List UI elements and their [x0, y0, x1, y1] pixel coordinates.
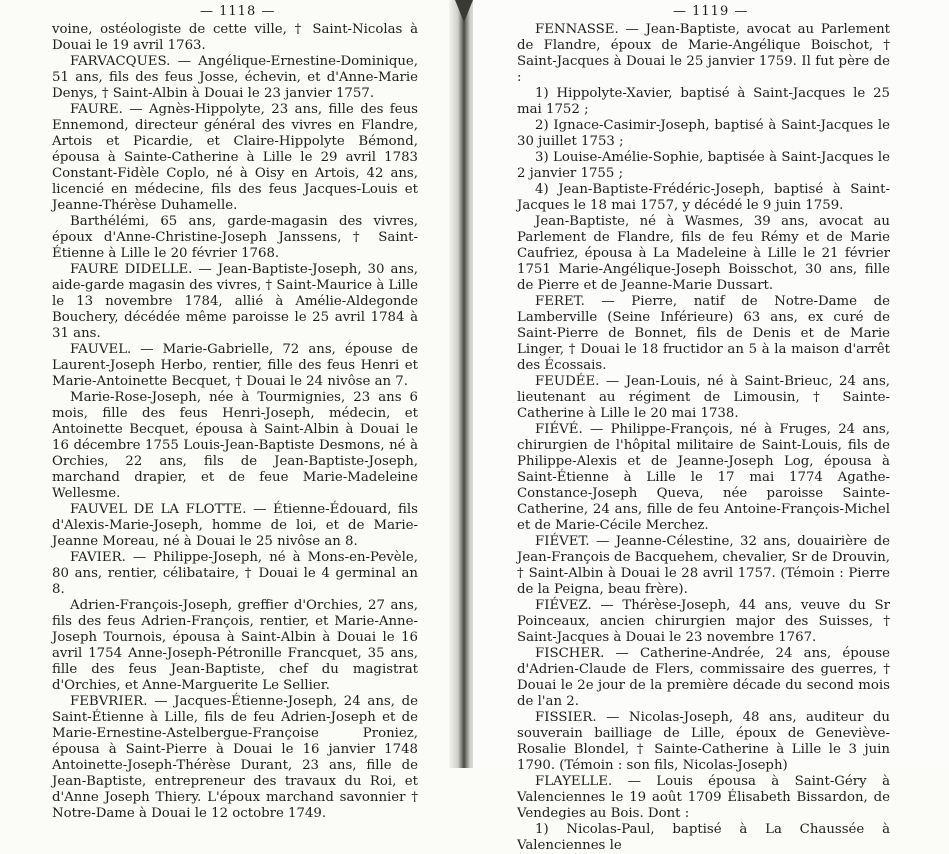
right-paragraph-2: 1) Hippolyte-Xavier, baptisé à Saint-Jacques le 25 mai 1752 ;: [517, 86, 890, 117]
right-paragraph-6: Jean-Baptiste, né à Wasmes, 39 ans, avocat au Parlement de Flandre, fils de feu Rémy et de Marie Caufriez, épousa à La Madeleine à Lille le 21 février 1751 Marie-Angélique-Joseph Boisschot, 30 ans, fille de Pierre et de Jeanne-Marie Dussart.: [517, 214, 890, 293]
right-paragraph-14: FLAYELLE. — Louis épousa à Saint-Géry à Valenciennes le 19 août 1709 Élisabeth Bissardon, de Vendegies au Bois. Dont :: [517, 774, 890, 821]
right-paragraph-15: 1) Nicolas-Paul, baptisé à La Chaussée à Valenciennes le: [517, 822, 890, 853]
left-paragraph-8: FAUVEL DE LA FLOTTE. — Étienne-Édouard, fils d'Alexis-Marie-Joseph, homme de loi, et de Marie-Jeanne Moreau, né à Douai le 25 nivôse an 8.: [52, 502, 418, 549]
right-paragraph-13: FISSIER. — Nicolas-Joseph, 48 ans, auditeur du souverain bailliage de Lille, époux de Geneviève-Rosalie Blondel, † Sainte-Catherine à Lille le 3 juin 1790. (Témoin : son fils, Nicolas-Joseph): [517, 710, 890, 773]
left-paragraph-6: FAUVEL. — Marie-Gabrielle, 72 ans, épouse de Laurent-Joseph Herbo, rentier, fille des feus Henri et Marie-Antoinette Becquet, † Douai le 24 nivôse an 7.: [52, 342, 418, 389]
left-paragraph-5: FAURE DIDELLE. — Jean-Baptiste-Joseph, 30 ans, aide-garde magasin des vivres, † Saint-Maurice à Lille le 13 novembre 1784, allié à Amélie-Aldegonde Bouchery, décédée même paroisse le 25 avril 1784 à 31 ans.: [52, 262, 418, 341]
left-paragraph-3: FAURE. — Agnès-Hippolyte, 23 ans, fille des feus Ennemond, directeur général des vivres en Flandre, Artois et Picardie, et Claire-Hippolyte Bémond, épousa à Sainte-Catherine à Lille le 29 avril 1783 Constant-Fidèle Coplo, né à Oisy en Artois, 42 ans, licencié en médecine, fils des feus Jacques-Louis et Jeanne-Thérèse Duhamelle.: [52, 102, 418, 213]
left-paragraph-7: Marie-Rose-Joseph, née à Tourmignies, 23 ans 6 mois, fille des feus Henri-Joseph, médecin, et Antoinette Becquet, épousa à Saint-Albin à Douai le 16 décembre 1755 Louis-Jean-Baptiste Desmons, né à Orchies, 22 ans, fils de Jean-Baptiste-Joseph, marchand drapier, et de feue Marie-Madeleine Wellesme.: [52, 390, 418, 501]
right-paragraph-5: 4) Jean-Baptiste-Frédéric-Joseph, baptisé à Saint-Jacques le 18 mai 1757, y décédé le 9 juin 1759.: [517, 182, 890, 213]
left-paragraph-1: voine, ostéologiste de cette ville, † Saint-Nicolas à Douai le 19 avril 1763.: [52, 22, 418, 53]
right-paragraph-8: FEUDÉE. — Jean-Louis, né à Saint-Brieuc, 24 ans, lieutenant au régiment de Limousin, † Sainte-Catherine à Lille le 20 mai 1738.: [517, 374, 890, 421]
page-number-left: — 1118 —: [200, 4, 276, 19]
right-paragraph-10: FIÉVET. — Jeanne-Célestine, 32 ans, douairière de Jean-François de Bacquehem, chevalier, Sr de Drouvin, † Saint-Albin à Douai le 28 avril 1757. (Témoin : Pierre de la Peigna, beau frère).: [517, 534, 890, 597]
left-paragraph-10: Adrien-François-Joseph, greffier d'Orchies, 27 ans, fils des feus Adrien-François, rentier, et Marie-Anne-Joseph Tournois, épousa à Saint-Albin à Douai le 16 avril 1754 Anne-Joseph-Pétronille Francquet, 35 ans, fille des feus Jean-Baptiste, chef du magistrat d'Orchies, et Anne-Marguerite Le Sellier.: [52, 598, 418, 693]
right-paragraph-3: 2) Ignace-Casimir-Joseph, baptisé à Saint-Jacques le 30 juillet 1753 ;: [517, 118, 890, 149]
right-paragraph-11: FIÉVEZ. — Thérèse-Joseph, 44 ans, veuve du Sr Poinceaux, ancien chirurgien major des Suisses, † Saint-Jacques à Douai le 23 novembre 1767.: [517, 598, 890, 645]
left-page: [0, 0, 456, 821]
right-page: [473, 0, 949, 853]
left-paragraph-9: FAVIER. — Philippe-Joseph, né à Mons-en-Pevèle, 80 ans, rentier, célibataire, † Douai le 4 germinal an 8.: [52, 550, 418, 597]
right-paragraph-9: FIÉVÉ. — Philippe-François, né à Fruges, 24 ans, chirurgien de l'hôpital militaire de Saint-Louis, fils de Philippe-Alexis et de Jeanne-Joseph Log, épousa à Saint-Étienne à Lille le 17 mai 1774 Agathe-Constance-Joseph Queva, née paroisse Sainte-Catherine, 24 ans, fille de feu Antoine-François-Michel et de Marie-Cécile Merchez.: [517, 422, 890, 533]
left-page-text: [52, 22, 418, 822]
right-page-text: [517, 22, 890, 854]
left-paragraph-11: FEBVRIER. — Jacques-Étienne-Joseph, 24 ans, de Saint-Étienne à Lille, fils de feu Adrien-Joseph et de Marie-Ernestine-Astelbergue-Françoise Proniez, épousa à Saint-Pierre à Douai le 16 janvier 1748 Antoinette-Joseph-Thérèse Durant, 23 ans, fille de Jean-Baptiste, entrepreneur des travaux du Roi, et d'Anne Joseph Thiery. L'époux marchand savonnier † Notre-Dame à Douai le 12 octobre 1749.: [52, 694, 418, 821]
right-paragraph-7: FERET. — Pierre, natif de Notre-Dame de Lamberville (Seine Inférieure) 63 ans, ex curé de Saint-Pierre de Bonnet, fils de Denis et de Marie Linger, † Douai le 18 fructidor an 5 à la maison d'arrêt des Écossais.: [517, 294, 890, 373]
left-paragraph-4: Barthélémi, 65 ans, garde-magasin des vivres, époux d'Anne-Christine-Joseph Janssens, † Saint-Étienne à Lille le 20 février 1768.: [52, 214, 418, 261]
right-paragraph-12: FISCHER. — Catherine-Andrée, 24 ans, épouse d'Adrien-Claude de Flers, commissaire des guerres, † Douai le 2e jour de la première décade du second mois de l'an 2.: [517, 646, 890, 709]
page-number-right: — 1119 —: [673, 4, 749, 19]
left-paragraph-2: FARVACQUES. — Angélique-Ernestine-Dominique, 51 ans, fils des feus Josse, échevin, et d'Anne-Marie Denys, † Saint-Albin à Douai le 23 janvier 1757.: [52, 54, 418, 101]
right-paragraph-4: 3) Louise-Amélie-Sophie, baptisée à Saint-Jacques le 2 janvier 1755 ;: [517, 150, 890, 181]
right-paragraph-1: FENNASSE. — Jean-Baptiste, avocat au Parlement de Flandre, époux de Marie-Angélique Boischot, † Saint-Jacques à Douai le 25 janvier 1759. Il fut père de :: [517, 22, 890, 85]
